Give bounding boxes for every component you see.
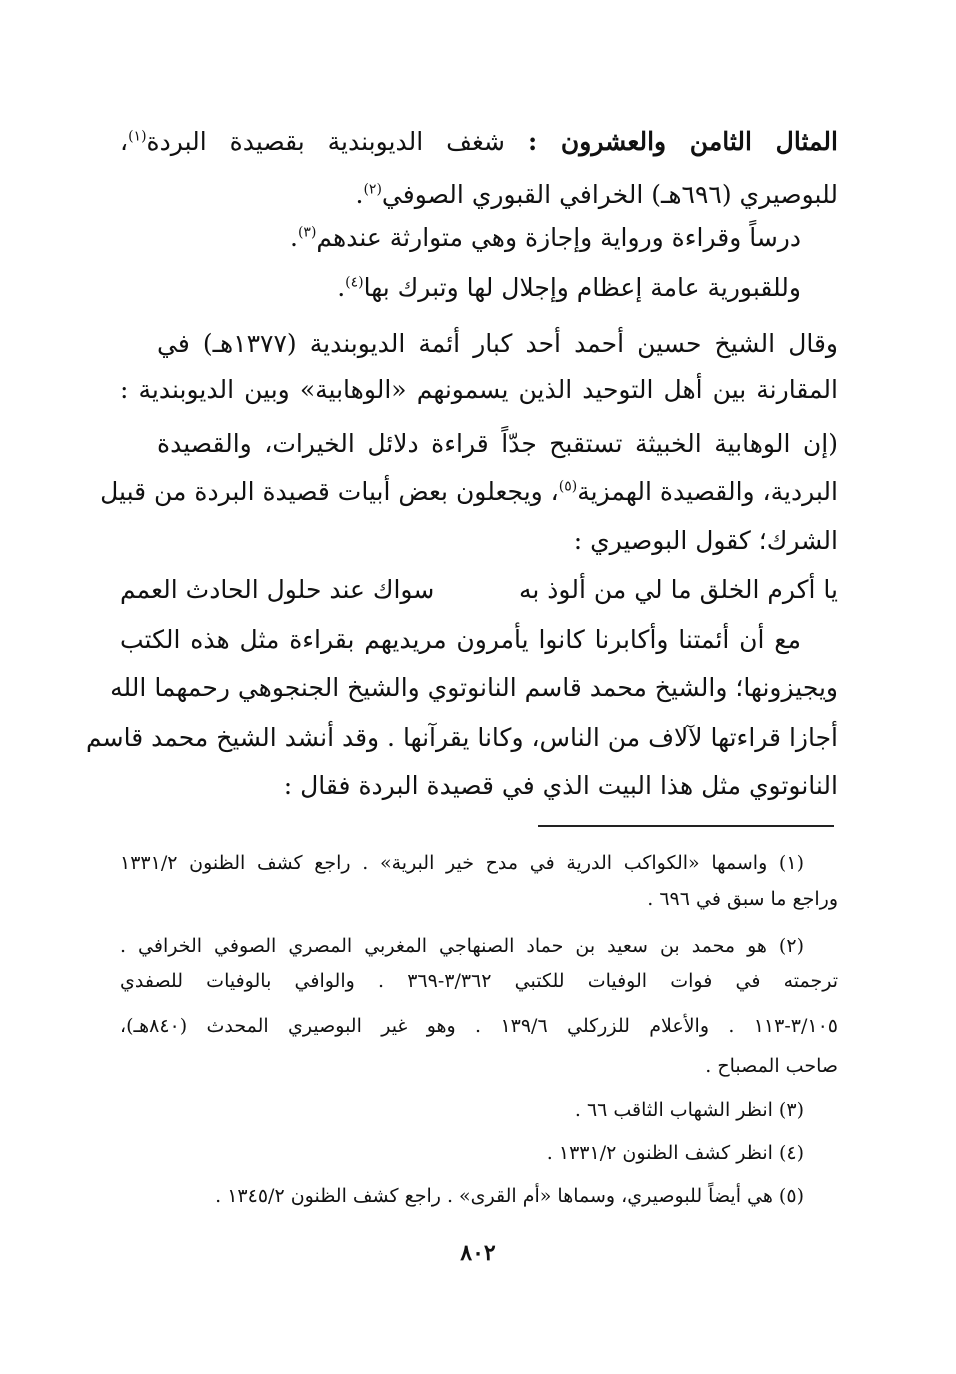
punctuation: . bbox=[289, 223, 298, 252]
footnote-ref-1: (١) bbox=[128, 128, 147, 145]
body-text: للبوصيري (٦٩٦هـ) الخرافي القبوري الصوفي bbox=[381, 180, 838, 209]
footnote-separator bbox=[538, 825, 834, 827]
body-text: ، ويجعلون بعض أبيات قصيدة البردة من قبيل bbox=[100, 477, 559, 506]
body-line-7: (إن الوهابية الخبيثة تستقبح جدّاً قراءة دلائل الخيرات، والقصيدة bbox=[157, 429, 838, 458]
body-line-5: وقال الشيخ حسين أحمد أحد كبار أئمة الديوبندية (١٣٧٧هـ) في bbox=[157, 329, 839, 358]
poem-verse bbox=[120, 570, 838, 610]
footnote-2-line-1: (٢) هو محمد بن سعيد بن حماد الصنهاجي المغربي المصري الصوفي الخرافي . bbox=[120, 935, 804, 957]
body-line-11: ويجيزونها؛ والشيخ محمد قاسم النانوتوي والشيخ الجنجوهي رحمهما الله bbox=[110, 673, 838, 702]
body-text: درساً وقراءة ورواية وإجازة وهي متوارثة عندهم bbox=[316, 223, 801, 252]
punctuation: ، bbox=[120, 127, 129, 156]
footnote-3: (٣) انظر الشهاب الثاقب ٦٦ . bbox=[574, 1099, 804, 1121]
body-line-4 bbox=[120, 268, 801, 308]
body-line-10: مع أن أئمتنا وأكابرنا كانوا يأمرون مريديهم بقراءة مثل هذه الكتب bbox=[120, 625, 801, 654]
body-line-6: المقارنة بين أهل التوحيد الذين يسمونهم «الوهابية» وبين الديوبندية : bbox=[120, 375, 838, 404]
footnote-4: (٤) انظر كشف الظنون ١٣٣١/٢ . bbox=[546, 1142, 804, 1164]
footnote-ref-5: (٥) bbox=[558, 478, 578, 495]
body-line-2 bbox=[120, 175, 838, 215]
example-heading: المثال الثامن والعشرون : bbox=[527, 127, 838, 156]
footnote-2-line-4: صاحب المصباح . bbox=[705, 1055, 838, 1077]
body-line-12: أجازا قراءتها لآلاف من الناس، وكانا يقرآنها . وقد أنشد الشيخ محمد قاسم bbox=[86, 723, 838, 752]
body-line-9: الشرك؛ كقول البوصيري : bbox=[573, 526, 838, 555]
body-line-13: النانوتوي مثل هذا البيت الذي في قصيدة البردة فقال : bbox=[283, 771, 838, 800]
body-text: البردية، والقصيدة الهمزية bbox=[577, 477, 838, 506]
example-title: شغف الديوبندية بقصيدة البردة bbox=[146, 127, 505, 156]
footnote-1-line-2: وراجع ما سبق في ٦٩٦ . bbox=[647, 888, 838, 910]
footnote-5: (٥) هي أيضاً للبوصيري، وسماها «أم القرى» . راجع كشف الظنون ١٣٤٥/٢ . bbox=[215, 1185, 804, 1207]
page-number: ٨٠٢ bbox=[460, 1240, 496, 1266]
footnote-ref-4: (٤) bbox=[345, 274, 364, 291]
verse-first-hemistich: يا أكرم الخلق ما لي من ألوذ به bbox=[518, 575, 838, 604]
body-line-1 bbox=[120, 122, 838, 162]
verse-second-hemistich: سواك عند حلول الحادث العمم bbox=[120, 575, 435, 604]
footnote-ref-3: (٣) bbox=[297, 224, 317, 241]
footnote-2-line-3: ٣/١٠٥-١١٣ . والأعلام للزركلي ١٣٩/٦ . وهو غير البوصيري المحدث (٨٤٠هـ)، bbox=[120, 1015, 838, 1037]
punctuation: . bbox=[355, 180, 364, 209]
body-line-8 bbox=[100, 472, 838, 512]
footnote-1-line-1: (١) واسمها «الكواكب الدرية في مدح خير البرية» . راجع كشف الظنون ١٣٣١/٢ bbox=[120, 852, 804, 874]
punctuation: . bbox=[337, 273, 346, 302]
footnote-ref-2: (٢) bbox=[363, 181, 382, 198]
body-line-3 bbox=[120, 218, 801, 258]
body-text: وللقبورية عامة إعظام وإجلال لها وتبرك بها bbox=[363, 273, 801, 302]
footnote-2-line-2: ترجمته في فوات الوفيات للكتبي ٣/٣٦٢-٣٦٩ . والوافي بالوفيات للصفدي bbox=[120, 970, 838, 992]
